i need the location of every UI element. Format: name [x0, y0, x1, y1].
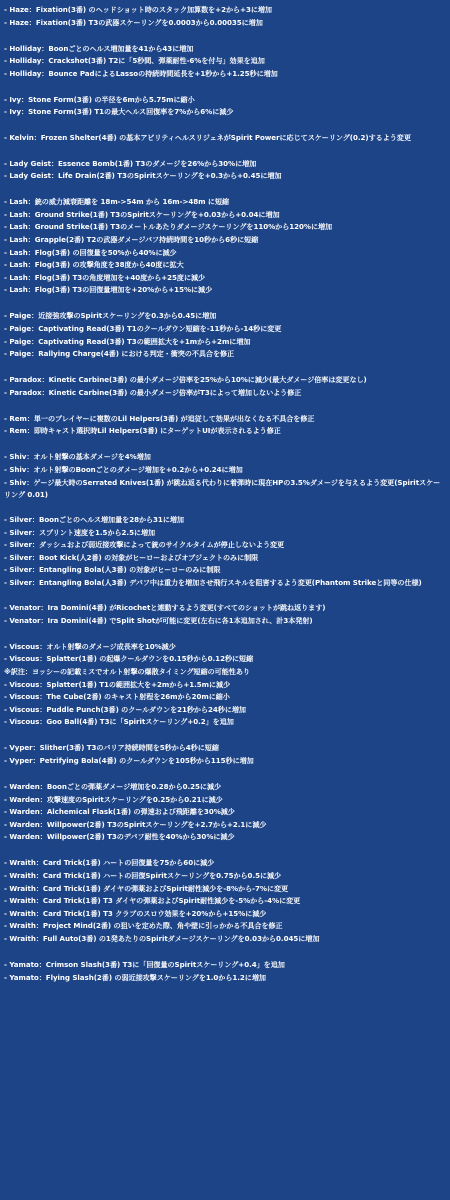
section-spacer [4, 361, 444, 374]
hero-section-silver [4, 514, 444, 589]
change-line: - Paige：Captivating Read(3番) T1のクールダウン短縮を-11秒から-14秒に変更 [4, 324, 282, 334]
hero-section-haze [4, 4, 444, 29]
change-line: - Silver：ダッシュおよび弱近接攻撃によって銃のサイクルタイムが停止しないよう変更 [4, 540, 285, 550]
hero-section-shiv [4, 451, 444, 500]
change-line: - Wraith：Card Trick(1番) T3 ダイヤの弾薬およびSpirit耐性減少を-5%から-4%に変更 [4, 896, 301, 906]
hero-section-yamato [4, 959, 444, 984]
change-line: - Holliday：Crackshot(3番) T2に「5秒間、弾薬耐性-6%を付与」効果を追加 [4, 56, 265, 66]
change-line: - Lash：Flog(3番) T3の角度増加を+40度から+25度に減少 [4, 272, 206, 282]
section-spacer [4, 946, 444, 959]
hero-section-rem [4, 413, 444, 438]
change-line: - Viscous：Goo Ball(4番) T3に「Spiritスケーリング+0.2」を追加 [4, 717, 234, 727]
change-line: - Silver：Entangling Bola(人3番) の対象がヒーローのみに制限 [4, 565, 221, 575]
hero-section-lash [4, 196, 444, 297]
hero-section-venator [4, 602, 444, 627]
section-spacer [4, 119, 444, 132]
section-spacer [4, 768, 444, 781]
change-line: - Haze：Fixation(3番) T3の武器スケーリングを0.0003から0.00035に増加 [4, 17, 263, 27]
change-line: - Warden：Willpower(2番) T3のSpiritスケーリングを+2.7から+2.1に減少 [4, 819, 267, 829]
change-line: - Lady Geist：Essence Bomb(1番) T3のダメージを26%から30%に増加 [4, 158, 257, 168]
change-line: - Shiv：オルト射撃のBoonごとのダメージ増加を+0.2から+0.24に増加 [4, 464, 243, 474]
section-spacer [4, 183, 444, 196]
section-spacer [4, 844, 444, 857]
change-line: - Venator：Ira Domini(4番) でSplit Shotが可能に変更(左右に各1本追加され、計3本発射) [4, 615, 313, 625]
change-line: - Lash：Flog(3番) の攻撃角度を38度から40度に拡大 [4, 260, 184, 270]
section-spacer [4, 589, 444, 602]
change-line: - Viscous：Splatter(1番) の起爆クールダウンを0.15秒から0.12秒に短縮 [4, 654, 254, 664]
section-spacer [4, 627, 444, 640]
hero-section-lady-geist [4, 158, 444, 183]
change-line: - Warden：攻撃速度のSpiritスケーリングを0.25から0.21に減少 [4, 794, 223, 804]
section-spacer [4, 399, 444, 412]
change-line: - Warden：Boonごとの弾薬ダメージ増加を0.28から0.25に減少 [4, 782, 222, 791]
change-line: - Holliday：Boonごとのヘルス増加量を41から43に増加 [4, 43, 194, 53]
change-line: - Viscous：Splatter(1番) T1の範囲拡大を+2mから+1.5mに減少 [4, 679, 231, 689]
change-line: - Viscous：オルト射撃のダメージ成長率を10%減少 [4, 641, 176, 651]
hero-section-paradox [4, 374, 444, 399]
hero-section-ivy [4, 94, 444, 119]
change-line: ※訳注：ヨッシーの記載ミスでオルト射撃の爆散タイミング短縮の可能性あり [4, 667, 250, 677]
change-line: - Shiv：ゲージ最大時のSerrated Knives(1番) が跳ね返る代わりに着弾時に現在HPの3.5%ダメージを与えるよう変更(Spiritスケーリング 0.01) [4, 477, 441, 499]
change-line: - Ivy：Stone Form(3番) T1の最大ヘルス回復率を7%から6%に減少 [4, 107, 234, 117]
change-line: - Vyper：Petrifying Bola(4番) のクールダウンを105秒から115秒に増加 [4, 756, 254, 766]
hero-section-vyper [4, 742, 444, 767]
change-line: - Silver：Entangling Bola(人3番) デバフ中は重力を増加させ飛行スキルを阻害するよう変更(Phantom Strikeと同等の仕様) [4, 577, 422, 587]
section-spacer [4, 438, 444, 451]
change-line: - Venator：Ira Domini(4番) がRicochetと連動するよう変更(すべてのショットが跳ね返ります) [4, 603, 326, 613]
change-line: - Yamato：Flying Slash(2番) の弱近接攻撃スケーリングを1.0から1.2に増加 [4, 972, 266, 982]
change-line: - Viscous：The Cube(2番) のキャスト射程を26mから20mに縮小 [4, 692, 230, 702]
section-spacer [4, 297, 444, 310]
hero-section-paige [4, 310, 444, 360]
section-spacer [4, 29, 444, 42]
change-line: - Kelvin：Frozen Shelter(4番) の基本アビリティヘルスリジェネがSpirit Powerに応じてスケーリング(0.2)するよう変更 [4, 133, 411, 143]
change-line: - Lash：Ground Strike(1番) T3のメートルあたりダメージスケーリングを110%から120%に増加 [4, 222, 333, 232]
hero-section-warden [4, 781, 444, 844]
change-line: - Wraith：Card Trick(1番) ハートの回復量を75から60に減少 [4, 858, 215, 868]
hero-section-holliday [4, 43, 444, 81]
change-line: - Haze：Fixation(3番) のヘッドショット時のスタック加算数を+2から+3に増加 [4, 5, 272, 14]
change-line: - Silver：Boot Kick(人2番) の対象がヒーローおよびオブジェクトのみに制限 [4, 552, 259, 562]
change-line: - Paige：Captivating Read(3番) T3の範囲拡大を+1mから+2mに増加 [4, 336, 251, 346]
change-line: - Wraith：Full Auto(3番) の1発あたりのSpiritダメージスケーリングを0.03から0.045に増加 [4, 933, 320, 943]
section-spacer [4, 729, 444, 742]
change-line: - Lady Geist：Life Drain(2番) T3のSpiritスケーリングを+0.3から+0.45に増加 [4, 171, 282, 181]
change-line: - Rem：即時キャスト選択時Lil Helpers(3番) にターゲットUIが表示されるよう修正 [4, 426, 281, 436]
hero-section-kelvin [4, 132, 444, 144]
change-line: - Silver：スプリント速度を1.5から2.5に増加 [4, 527, 156, 537]
change-line: - Vyper：Slither(3番) T3のバリア持続時間を5秒から4秒に短縮 [4, 743, 219, 753]
change-line: - Shiv：オルト射撃の基本ダメージを4%増加 [4, 452, 151, 462]
change-line: - Lash：Flog(3番) の回復量を50%から40%に減少 [4, 247, 177, 257]
change-line: - Holliday：Bounce PadによるLassoの持続時間延長を+1秒から+1.25秒に増加 [4, 68, 278, 78]
section-spacer [4, 80, 444, 93]
change-line: - Viscous：Puddle Punch(3番) のクールダウンを21秒から24秒に増加 [4, 704, 246, 714]
change-line: - Wraith：Card Trick(1番) T3 クラブのスロウ効果を+20%から+15%に減少 [4, 908, 267, 918]
change-line: - Lash：Grapple(2番) T2の武器ダメージバフ持続時間を10秒から6秒に短縮 [4, 235, 259, 245]
change-line: - Wraith：Card Trick(1番) ハートの回復Spiritスケーリングを0.75から0.5に減少 [4, 870, 282, 880]
section-spacer [4, 501, 444, 514]
change-line: - Warden：Alchemical Flask(1番) の弾速および飛距離を30%減少 [4, 807, 235, 817]
change-line: - Silver：Boonごとのヘルス増加量を28から31に増加 [4, 514, 184, 524]
change-line: - Paige：Rallying Charge(4番) における判定・衝突の不具合を修正 [4, 349, 235, 359]
change-line: - Yamato：Crimson Slash(3番) T3に「回復量のSpiritスケーリング+0.4」を追加 [4, 959, 285, 969]
change-line: - Lash：銃の威力減衰距離を 18m->54m から 16m->48m に短縮 [4, 197, 230, 207]
change-line: - Rem：単一のプレイヤーに複数のLil Helpers(3番) が追従して効果が出なくなる不具合を修正 [4, 413, 315, 423]
hero-section-viscous [4, 641, 444, 729]
change-line: - Paradox：Kinetic Carbine(3番) の最小ダメージ倍率を25%から10%に減少(最大ダメージ倍率は変更なし) [4, 375, 367, 385]
change-line: - Wraith：Project Mind(2番) の狙いを定めた際、角や壁に引っかかる不具合を修正 [4, 921, 283, 931]
change-line: - Lash：Flog(3番) T3の回復量増加を+20%から+15%に減少 [4, 285, 213, 295]
change-line: - Ivy：Stone Form(3番) の半径を6mから5.75mに縮小 [4, 94, 195, 104]
change-line: - Paige：近接強攻撃のSpiritスケーリングを0.3から0.45に増加 [4, 311, 217, 321]
change-line: - Paradox：Kinetic Carbine(3番) の最小ダメージ倍率がT3によって増加しないよう修正 [4, 387, 302, 397]
change-line: - Warden：Willpower(2番) T3のデバフ耐性を40%から30%に減少 [4, 832, 235, 842]
change-line: - Lash：Ground Strike(1番) T3のSpiritスケーリングを+0.03から+0.04に増加 [4, 209, 280, 219]
change-line: - Wraith：Card Trick(1番) ダイヤの弾薬およびSpirit耐性減少を-8%から-7%に変更 [4, 883, 289, 893]
section-spacer [4, 144, 444, 157]
hero-section-wraith [4, 857, 444, 945]
